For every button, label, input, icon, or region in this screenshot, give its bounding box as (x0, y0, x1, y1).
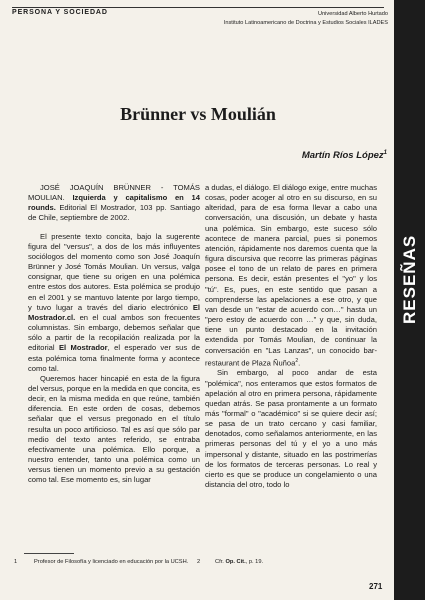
footnote-prefix: Cfr. (215, 559, 226, 565)
university-name: Universidad Alberto Hurtado (318, 11, 388, 17)
paragraph-text: . (298, 358, 301, 368)
paragraph-text: a dudas, el diálogo. El diálogo exige, entre muchas cosas, poder acoger al otro en su discurso, en su alteridad, para de esa forma llevar a cabo una conversación, una discusión, un debate y hasta una polémica. Sin embargo, este suceso sólo acontece de manera parcial, pues si ponemos atención, rápidamente nos daremos cuenta que la figura discursiva que recorre las primeras páginas posee el tono de un relato de pares en primera persona. Es decir, están presentes el "yo" y los "tú". Es, pues, en este sentido que pasan a comprenderse las apelaciones a ese otro, y que van desde un "estar de acuerdo con…" hasta un "pero estoy de acuerdo con …" y que, sin duda, tiene un punto destacado en la invitación extendida por Tomás Moulian, de continuar la conversación en "Las Lanzas", un conocido bar-restaurant de Plaza Ñuñoa (205, 183, 377, 368)
footnote-suffix: , p. 19. (245, 559, 264, 565)
footnote-1 (14, 558, 194, 566)
publisher-name: El Mostrador (58, 343, 108, 353)
author-name: Martín Ríos López (301, 150, 384, 162)
footnote-text (205, 558, 355, 566)
footnote-mark: 2 (295, 357, 299, 364)
side-tab-label: RESEÑAS (400, 234, 419, 324)
page-number: 271 (369, 582, 383, 591)
book-citation (28, 183, 200, 224)
section-header: PERSONA Y SOCIEDAD (12, 9, 108, 16)
citation-authors: JOSÉ JOAQUÍN BRÜNNER - TOMÁS MOULIAN. (28, 183, 200, 203)
paragraph-text: El presente texto concita, bajo la sugerente figura del "versus", a dos de los más influyentes sociólogos del momento como son José Joaquín Brünner y José Tomás Moulian. Un versus, valga consignar, que tiene su origen en una polémica entre estos dos autores. Esta polémica se produjo en el 2001 y se mantuvo latente por largo tiempo, y tuvo lugar a través del diario electrónico (28, 231, 200, 312)
footnote-rule (24, 553, 74, 554)
article-title: Brünner vs Moulián (120, 104, 276, 124)
left-column (28, 183, 200, 486)
body-paragraph: Queremos hacer hincapié en esta de la figura del versus, porque en la medida en que concita, es decir, en la misma medida en que reúne, también diferencia. En este orden de cosas, debemos señalar que el versus pregonado en el título resulta un poco artificioso. Tal es así que sólo par medio del texto antes referido, se entraba efectivamente una polémica. Ello porque, a nuestro entender, tanto una polémica como un versus tienen un momento previo a su gestación como tal. Ese momento es, sin lugar (28, 373, 200, 485)
newspaper-name: El Mostrador.cl. (28, 302, 200, 322)
body-paragraph (28, 232, 200, 374)
institute-name: Instituto Latinoamericano de Doctrina y Estudios Sociales ILADES (223, 20, 388, 26)
right-column (205, 183, 377, 490)
body-paragraph: Sin embargo, al poco andar de esta "polémica", nos enteramos que estos formatos de apelación al otro en primera persona, rápidamente quedan atrás. Se pasa prontamente a un formato más "formal" o "académico" si se quiere decir así; se pasa de un trato cercano y casi familiar, denotados, como señalamos anteriormente, en las primeras personas del tú y el yo a uno más impersonal y distante, situado en las postrimerías de los formatos de terceras personas. Lo real y cierto es que se produce un congelamiento o una distancia del otro, todo lo (205, 368, 377, 490)
footnote-op-cit: Op. Cit. (225, 559, 246, 565)
paragraph-text: en el cual ambos son frecuentes columnistas. Sin embargo, debemos señalar que sólo a partir de la recopilación realizada por la editorial (28, 312, 200, 353)
footnote-2 (197, 558, 355, 566)
article-author (302, 150, 387, 161)
body-paragraph (205, 183, 377, 368)
running-header (200, 10, 388, 28)
footnote-text: Profesor de Filosofía y licenciado en educación por la UCSH. (34, 559, 189, 565)
citation-book-title: Izquierda y capitalismo en 14 rounds. (28, 193, 200, 213)
citation-publisher: Editorial El Mostrador, 103 pp. Santiago de Chile, septiembre de 2002. (28, 203, 200, 223)
section-side-tab (394, 0, 425, 600)
footnote-number: 1 (14, 559, 18, 565)
footnote-number: 2 (197, 559, 201, 565)
header-rule (12, 7, 384, 8)
paragraph-text: , el esperado ver sus de esta polémica toma finalmente forma y acontece como tal. (28, 343, 200, 373)
author-footnote-mark: 1 (383, 150, 387, 156)
